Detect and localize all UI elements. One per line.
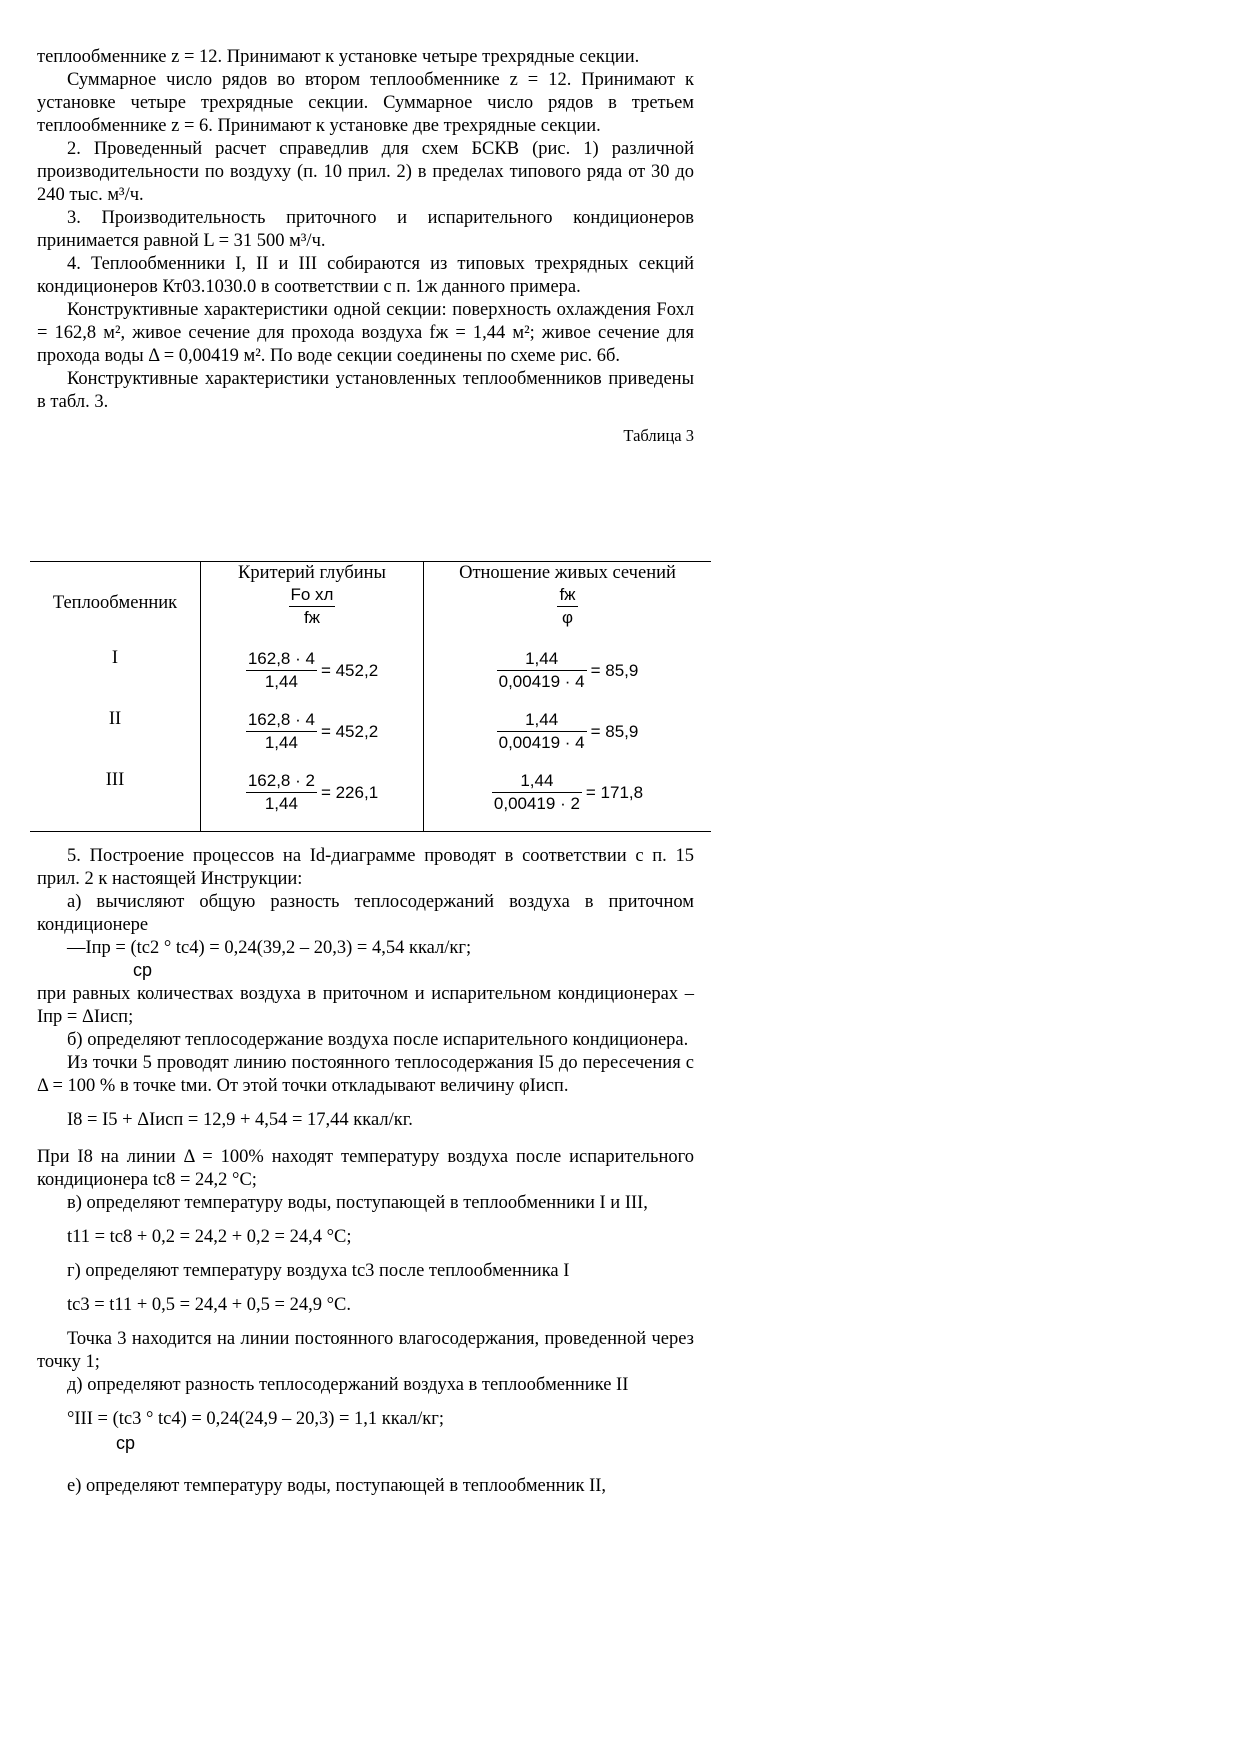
formula: I8 = I5 + ΔIисп = 12,9 + 4,54 = 17,44 ккал/кг. <box>67 1110 413 1130</box>
paragraph: а) вычисляют общую разность теплосодержаний воздуха в приточном кондиционере <box>37 892 694 935</box>
paragraph: в) определяют температуру воды, поступающей в теплообменники I и III, <box>67 1193 648 1213</box>
paragraph: Суммарное число рядов во втором теплообменнике z = 12. Принимают к установке четыре трехрядные секции. Суммарное число рядов в третьем теплообменнике z = 6. Принимают к установке две трехрядные секции. <box>37 70 694 136</box>
paragraph: при равных количествах воздуха в приточном и испарительном кондиционерах –Iпр = ΔIисп; <box>37 984 694 1027</box>
paragraph: Конструктивные характеристики одной секции: поверхность охлаждения Fохл = 162,8 м², живое сечение для прохода воздуха fж = 1,44 м²; живое сечение для прохода воды Δ = 0,00419 м². По воде секции соединены по схеме рис. 6б. <box>37 300 694 366</box>
table-row <box>30 709 711 770</box>
formula: —Iпр = (tс2 ° tс4) = 0,24(39,2 – 20,3) = 4,54 ккал/кг; cp <box>67 938 472 980</box>
header-section-ratio: Отношение живых сечений fж φ <box>459 563 676 627</box>
table-3 <box>30 561 711 832</box>
depth-criterion-cell: $\frac{162,8 \cdot 2}{1,44}$ = 226,1 <box>201 770 424 832</box>
paragraph: Из точки 5 проводят линию постоянного теплосодержания I5 до пересечения с Δ = 100 % в точке tми. От этой точки откладывают величину φIисп. <box>37 1053 694 1096</box>
table-caption: Таблица 3 <box>623 426 694 445</box>
section-ratio-cell: $\frac{1,44}{0,00419 \cdot 4}$ = 85,9 <box>498 710 639 752</box>
paragraph: б) определяют теплосодержание воздуха после испарительного кондиционера. <box>67 1030 689 1050</box>
paragraph: Конструктивные характеристики установленных теплообменников приведены в табл. 3. <box>37 369 694 412</box>
table-row <box>30 770 711 832</box>
header-heat-exchanger: Теплообменник <box>30 562 201 645</box>
paragraph: 3. Производительность приточного и испарительного кондиционеров принимается равной L = 31 500 м³/ч. <box>37 208 694 251</box>
paragraph: 2. Проведенный расчет справедлив для схем БСКВ (рис. 1) различной производительности по воздуху (п. 10 прил. 2) в пределах типового ряда от 30 до 240 тыс. м³/ч. <box>37 139 694 205</box>
row-name: III <box>30 770 201 832</box>
row-name: II <box>30 709 201 770</box>
paragraph: При I8 на линии Δ = 100% находят температуру воздуха после испарительного кондиционера tс8 = 24,2 °C; <box>37 1147 694 1190</box>
document-page <box>37 46 694 457</box>
row-name: I <box>30 644 201 709</box>
section-ratio-cell: $\frac{1,44}{0,00419 \cdot 4}$ = 85,9 <box>498 649 639 691</box>
paragraph: г) определяют температуру воздуха tс3 после теплообменника I <box>67 1261 570 1281</box>
paragraph: 5. Построение процессов на Id-диаграмме проводят в соответствии с п. 15 прил. 2 к настоящей Инструкции: <box>37 846 694 889</box>
section-ratio-cell: $\frac{1,44}{0,00419 \cdot 2}$ = 171,8 <box>493 771 644 813</box>
paragraph: е) определяют температуру воды, поступающей в теплообменник II, <box>67 1476 607 1496</box>
depth-criterion-cell: $\frac{162,8 \cdot 4}{1,44}$ = 452,2 <box>201 644 424 709</box>
document-page-continued <box>37 845 694 1498</box>
depth-criterion-cell: $\frac{162,8 \cdot 4}{1,44}$ = 452,2 <box>201 709 424 770</box>
formula: tс3 = t11 + 0,5 = 24,4 + 0,5 = 24,9 °С. <box>67 1295 351 1315</box>
paragraph: теплообменнике z = 12. Принимают к установке четыре трехрядные секции. <box>37 47 640 67</box>
cp-symbol: cp <box>116 1433 136 1453</box>
table-header-row <box>30 562 711 645</box>
fraction: Fо хл fж <box>290 585 334 627</box>
header-depth-criterion: Критерий глубины Fо хл fж <box>201 562 424 645</box>
paragraph: д) определяют разность теплосодержаний воздуха в теплообменнике II <box>67 1375 629 1395</box>
formula: t11 = tс8 + 0,2 = 24,2 + 0,2 = 24,4 °С; <box>67 1227 352 1247</box>
table-row <box>30 644 711 709</box>
paragraph: 4. Теплообменники I, II и III собираются из типовых трехрядных секций кондиционеров Кт03.1030.0 в соответствии с п. 1ж данного примера. <box>37 254 694 297</box>
fraction: fж φ <box>559 585 576 627</box>
cp-symbol: cp <box>133 960 153 980</box>
formula: °III = (tс3 ° tс4) = 0,24(24,9 – 20,3) = 1,1 ккал/кг; cp <box>67 1409 444 1453</box>
paragraph: Точка 3 находится на линии постоянного влагосодержания, проведенной через точку 1; <box>37 1329 694 1372</box>
